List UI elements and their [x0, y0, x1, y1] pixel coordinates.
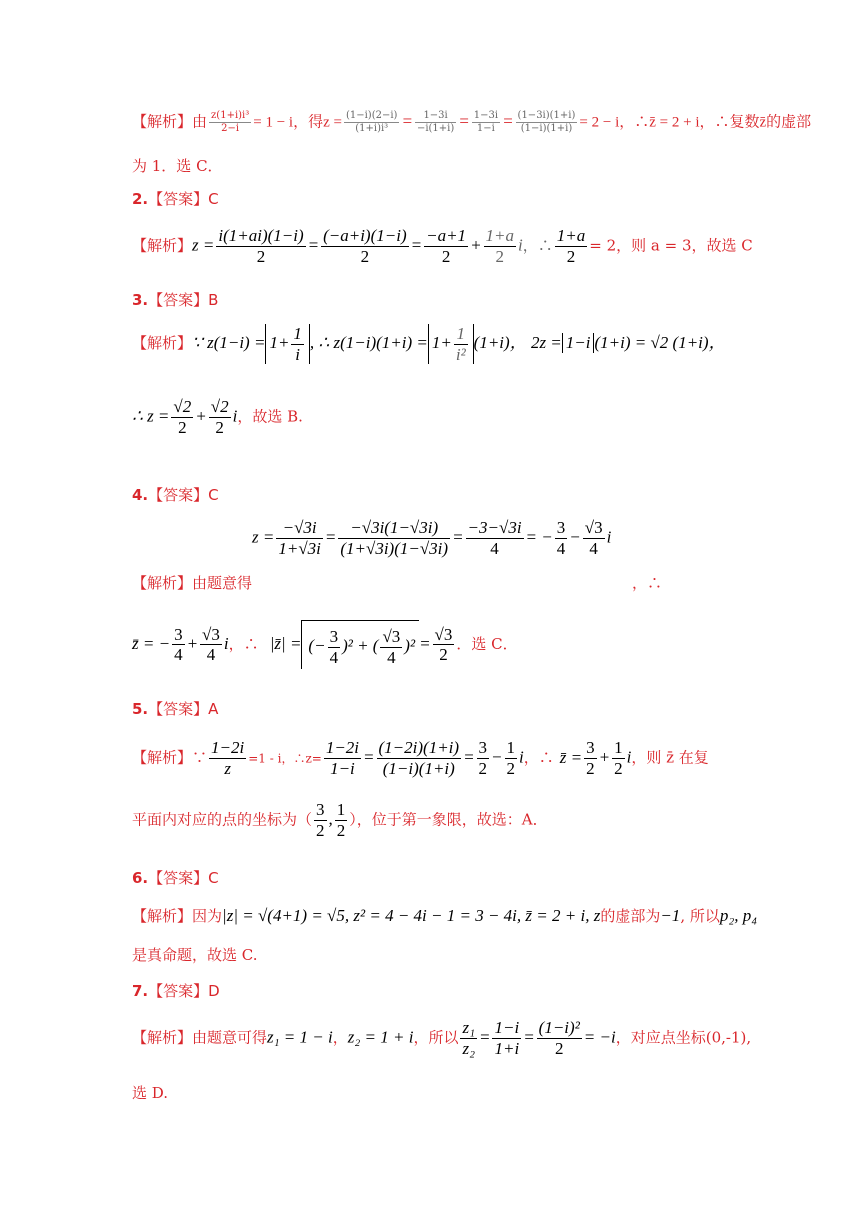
q6-solution-line2: 是真命题，故选 C. [132, 946, 258, 964]
fraction: $\frac{-3-√3i}{4}$ [467, 518, 522, 558]
fraction: $\frac{√3}{4}$ [584, 518, 603, 558]
q2-answer: 2.【答案】C [132, 190, 219, 208]
q5-solution-line2: 平面内对应的点的坐标为（ $\frac{3}{2}$ , $\frac{1}{2}$ ），位于第一象限，故选：A． [132, 800, 548, 840]
fraction: $\frac{√3}{4}$ [382, 627, 401, 667]
fraction: $\frac{3}{4}$ [329, 627, 339, 667]
q7-solution-line1: 【解析】由题意可得z₁ = 1 − i，z₂ = 1 + i，所以 $\frac{\text{z₁}}{\text{z₂}}$ = $\frac{1-i}{1+i}$ = $\frac{\text{(1−i)²}}{2}$ = −i，对应点坐标(0,-1), [132, 1018, 752, 1058]
q3-solution-line2: ∴ z = $\frac{√2}{2}$ + $\frac{√2}{2}$ i，故选 B. [132, 397, 303, 437]
fraction: $\frac{-√3i}{1+√3i}$ [278, 518, 321, 558]
q1-solution-line2: 为 1．选 C． [132, 157, 223, 175]
fraction: $\frac{1}{\text{i²}}$ [455, 324, 466, 364]
fraction: $\frac{(1-i)(2-i)}{\text{(1+i)i³}}$ [345, 110, 398, 134]
fraction: $\frac{1-3i}{-i(1+i)}$ [416, 110, 455, 134]
fraction: $\frac{1}{i}$ [293, 324, 302, 364]
fraction: $\frac{1+a}{2}$ [485, 226, 515, 266]
fraction: $\frac{3}{2}$ [478, 738, 488, 778]
fraction: $\frac{√3}{4}$ [202, 624, 220, 665]
q4-therefore: ，∴ [632, 574, 663, 592]
q3-answer: 3.【答案】B [132, 291, 219, 309]
fraction: $\frac{1}{2}$ [614, 738, 623, 778]
fraction: $\frac{√2}{2}$ [173, 397, 192, 437]
fraction: $\frac{3}{2}$ [316, 800, 325, 840]
fraction: $\frac{1-3i}{1-i}$ [473, 110, 499, 134]
fraction: $\frac{1}{2}$ [336, 800, 346, 840]
q4-answer: 4.【答案】C [132, 486, 219, 504]
fraction: $\frac{-√3i(1-√3i)}{(1+√3i)(1-√3i)}$ [340, 518, 449, 558]
fraction: $\frac{\text{(1−i)²}}{2}$ [538, 1018, 580, 1058]
q2-solution: 【解析】z = $\frac{i(1+ai)(1-i)}{2}$ = $\frac{(-a+i)(1-i)}{2}$ = $\frac{-a+1}{2}$ + $\frac{1+a}{2}$ i，∴ $\frac{1+a}{2}$ = 2，则 a = 3，故选 C [132, 226, 753, 266]
q4-equation: z = $\frac{-√3i}{1+√3i}$ = $\frac{-√3i(1-√3i)}{(1+√3i)(1-√3i)}$ = $\frac{-3-√3i}{4}$ = − $\frac{3}{4}$ − $\frac{√3}{4}$ i [252, 518, 612, 558]
q5-answer: 5.【答案】A [132, 700, 219, 718]
q6-solution-line1: 【解析】因为|z| = √(4+1) = √5, z² = 4 − 4i − 1 = 3 − 4i, z̄ = 2 + i, z的虚部为−1, 所以p₂, p₄ [132, 906, 758, 925]
fraction: $\frac{\text{z₁}}{\text{z₂}}$ [462, 1018, 475, 1058]
solution-tag: 【解析】 [132, 112, 193, 131]
fraction: $\frac{i(1+ai)(1-i)}{2}$ [218, 226, 304, 266]
q6-answer: 6.【答案】C [132, 869, 219, 887]
fraction: $\frac{1-2i}{z}$ [211, 738, 245, 778]
q4-solution-line2: z̄ = − $\frac{3}{4}$ + $\frac{√3}{4}$ i，∴ |z̄| = (− $\frac{3}{4}$ )² + ( $\frac{√3}{4}$ )² = $\frac{√3}{2}$ ．选 C． [132, 620, 860, 669]
fraction: $\frac{\text{z(1+i)i³}}{2-i}$ [211, 110, 250, 134]
sqrt: (− $\frac{3}{4}$ )² + ( $\frac{√3}{4}$ )² [301, 620, 419, 669]
q4-solution-lead: 【解析】由题意得 [132, 574, 253, 592]
fraction: $\frac{1-2i}{1-i}$ [325, 738, 360, 778]
fraction: $\frac{(1-2i)(1+i)}{(1-i)(1+i)}$ [378, 738, 460, 778]
q1-solution-line1: 【解析】由 $\frac{\text{z(1+i)i³}}{2-i}$ = 1 − i，得z = $\frac{(1-i)(2-i)}{\text{(1+i)i³}}$ = $\frac{1-3i}{-i(1+i)}$ = $\frac{1-3i}{1-i}$ = $\frac{(1-3i)(1+i)}{(1-i)(1+i)}$ = 2 − i，∴z̄ = 2 + i，∴复数z̄的虚部 [132, 110, 812, 134]
q5-solution-line1: 【解析】∵ $\frac{1-2i}{z}$ =1 - i，∴z= $\frac{1-2i}{1-i}$ = $\frac{(1-2i)(1+i)}{(1-i)(1+i)}$ = $\frac{3}{2}$ − $\frac{1}{2}$ i，∴ z̄ = $\frac{3}{2}$ + $\frac{1}{2}$ i，则 z̄ 在复 [132, 738, 709, 778]
fraction: $\frac{(1-3i)(1+i)}{(1-i)(1+i)}$ [517, 110, 576, 134]
fraction: $\frac{3}{4}$ [556, 518, 566, 558]
fraction: $\frac{1-i}{1+i}$ [494, 1018, 520, 1058]
q7-answer: 7.【答案】D [132, 982, 220, 1000]
q7-solution-line2: 选 D. [132, 1084, 169, 1102]
fraction: $\frac{1}{2}$ [506, 738, 516, 778]
q3-solution-line1: 【解析】∵ z(1−i) = 1+ $\frac{1}{i}$ , ∴ z(1−i)(1+i) = 1+ $\frac{1}{\text{i²}}$ (1+i)， 2z = 1−i (1+i) = √2 (1+i)， [132, 324, 726, 364]
fraction: $\frac{√2}{2}$ [210, 397, 229, 437]
fraction: $\frac{-a+1}{2}$ [426, 226, 467, 266]
fraction: $\frac{1+a}{2}$ [556, 226, 586, 266]
fraction: $\frac{3}{2}$ [586, 738, 595, 778]
fraction: $\frac{(-a+i)(1-i)}{2}$ [323, 226, 407, 266]
fraction: $\frac{3}{4}$ [174, 624, 183, 665]
fraction: $\frac{√3}{2}$ [434, 624, 453, 665]
